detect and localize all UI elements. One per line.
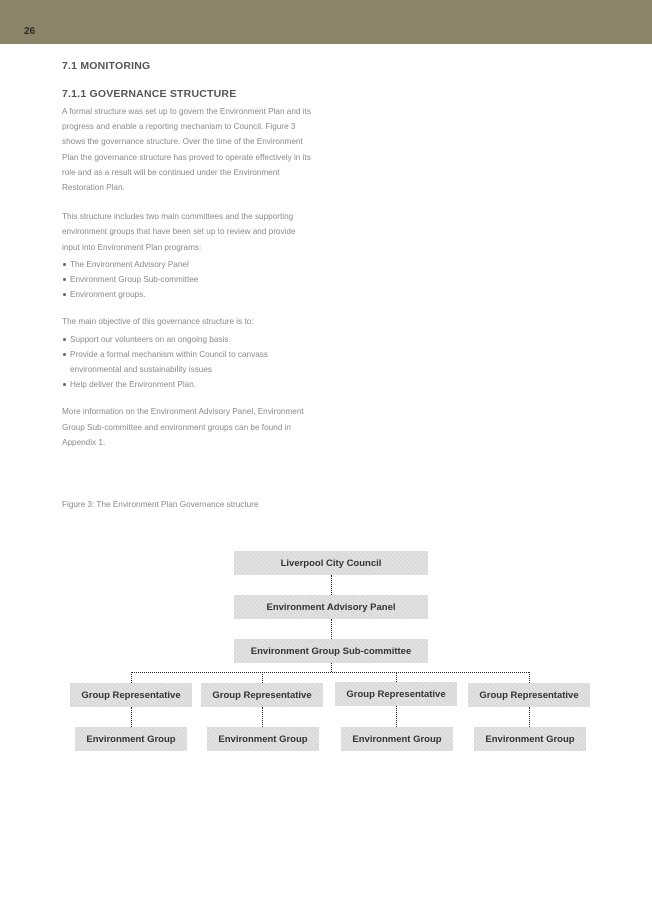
liverpool-city-council-box: Liverpool City Council <box>234 551 428 575</box>
page-number: 26 <box>24 26 36 37</box>
environment-group-box: Environment Group <box>207 727 319 751</box>
connector-line <box>131 672 132 683</box>
connector-line <box>131 707 132 727</box>
environment-group-box: Environment Group <box>341 727 453 751</box>
group-representative-box: Group Representative <box>468 683 590 707</box>
connector-line <box>331 663 332 672</box>
connector-line <box>331 619 332 639</box>
group-representative-box: Group Representative <box>70 683 192 707</box>
connector-line <box>396 672 397 682</box>
environment-group-box: Environment Group <box>474 727 586 751</box>
connector-line <box>262 707 263 727</box>
list-item: Help deliver the Environment Plan. <box>62 377 312 392</box>
list-item: Provide a formal mechanism within Council to canvass environmental and sustainability issues <box>62 347 312 377</box>
group-representative-box: Group Representative <box>335 682 457 706</box>
connector-line <box>396 706 397 727</box>
group-representative-box: Group Representative <box>201 683 323 707</box>
subsection-heading: 7.1.1 GOVERNANCE STRUCTURE <box>62 88 237 100</box>
paragraph-more-info: More information on the Environment Advisory Panel, Environment Group Sub-committee and environment groups can be found in Appendix 1. <box>62 407 304 447</box>
paragraph-intro: A formal structure was set up to govern the Environment Plan and its progress and enable a reporting mechanism to Council. Figure 3 shows the governance structure. Over the time of the Environment Plan the governance structure has proved to operate effectively in its role and as a result will be continued under the Environment Restoration Plan. <box>62 107 311 193</box>
list-item: Environment groups. <box>62 287 312 302</box>
environment-group-box: Environment Group <box>75 727 187 751</box>
list-item: The Environment Advisory Panel <box>62 257 312 272</box>
figure-caption: Figure 3: The Environment Plan Governance structure <box>62 500 259 509</box>
connector-line <box>529 672 530 683</box>
environment-group-subcommittee-box: Environment Group Sub-committee <box>234 639 428 663</box>
list-item: Environment Group Sub-committee <box>62 272 312 287</box>
list-item: Support our volunteers on an ongoing basis <box>62 332 312 347</box>
connector-line <box>131 672 529 673</box>
environment-advisory-panel-box: Environment Advisory Panel <box>234 595 428 619</box>
section-heading: 7.1 MONITORING <box>62 60 151 72</box>
paragraph-structure: This structure includes two main committees and the supporting environment groups that have been set up to review and provide input into Environment Plan programs: <box>62 212 296 252</box>
connector-line <box>331 575 332 595</box>
paragraph-objective: The main objective of this governance structure is to: <box>62 317 254 327</box>
connector-line <box>529 707 530 727</box>
connector-line <box>262 672 263 683</box>
